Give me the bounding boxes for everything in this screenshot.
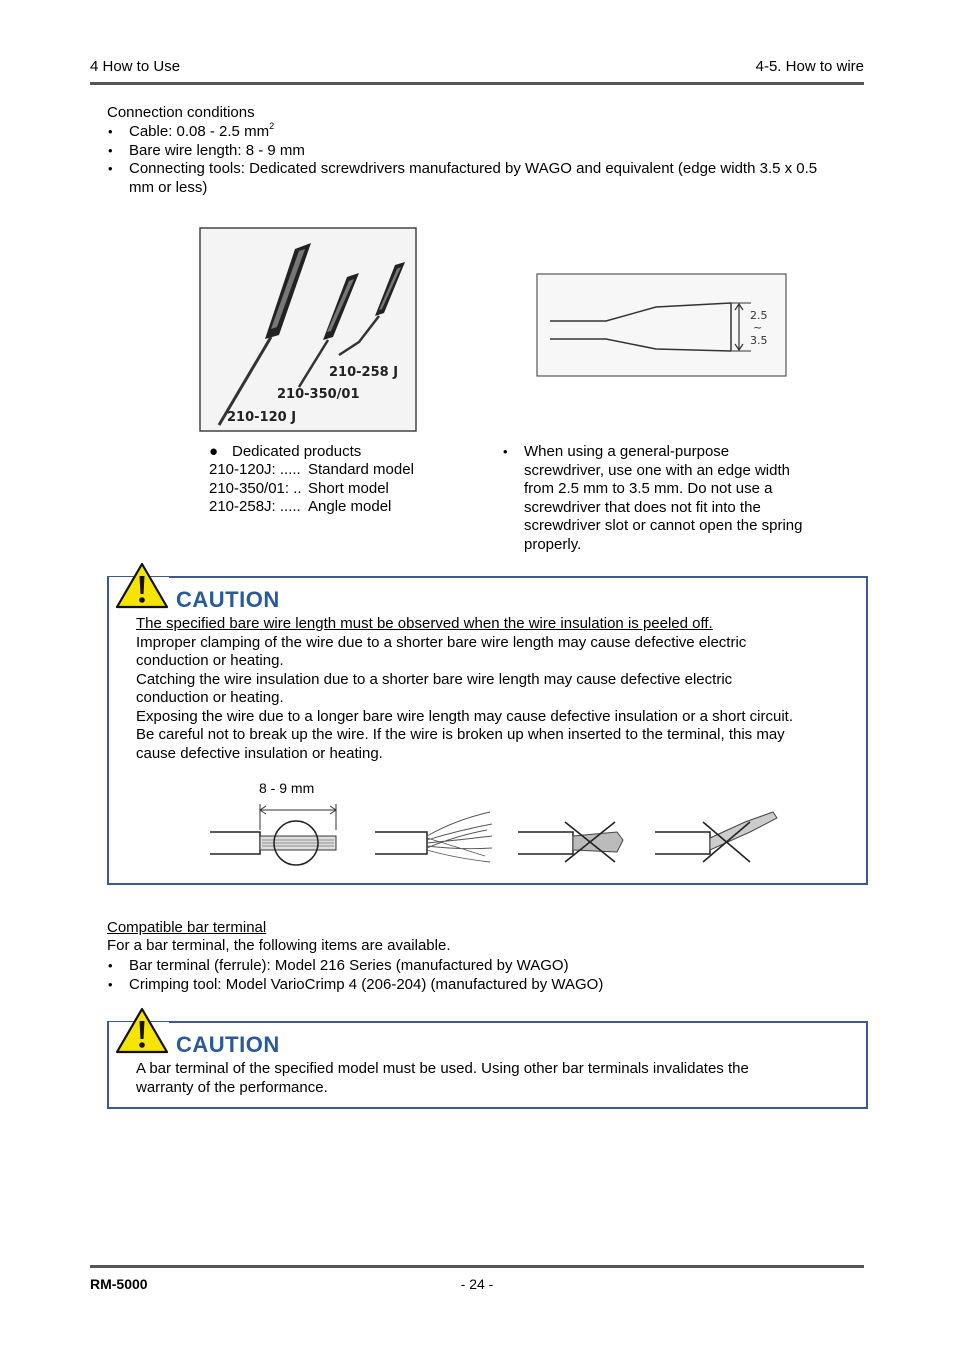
warning-icon <box>114 1006 170 1056</box>
label-210-350-01: 210-350/01 <box>277 387 360 402</box>
strip-length-label: 8 - 9 mm <box>259 780 315 796</box>
caution-title-2: CAUTION <box>176 1032 280 1057</box>
dedicated-item: 210-120J: ..... Standard model <box>209 461 414 478</box>
warning-icon <box>114 561 170 611</box>
conditions-title: Connection conditions <box>107 104 255 121</box>
dedicated-products <box>209 442 414 517</box>
footer-rule <box>90 1265 864 1268</box>
bar-terminal-item: • Bar terminal (ferrule): Model 216 Series (manufactured by WAGO) <box>107 957 867 976</box>
screwdriver-photo <box>199 227 417 432</box>
bar-terminal-item: • Crimping tool: Model VarioCrimp 4 (206-204) (manufactured by WAGO) <box>107 976 867 995</box>
conditions-list <box>107 123 867 197</box>
dedicated-title: Dedicated products <box>232 443 362 460</box>
dedicated-item: 210-258J: ..... Angle model <box>209 498 392 515</box>
dim-tilde: ~ <box>753 321 763 334</box>
general-purpose-note: • When using a general-purpose screwdriver, use one with an edge width from 2.5 mm to 3.5 mm. Do not use a screwdriver that does not fit into the screwdriver slot or cannot open the spring properly. <box>502 443 842 554</box>
dedicated-bullet: ● <box>209 443 219 460</box>
header-subsection: 4-5. How to wire <box>755 58 864 75</box>
caution-1-underline: The specified bare wire length must be observed when the wire insulation is peeled off. <box>136 615 713 632</box>
wire-bent <box>655 812 777 862</box>
bar-terminal-title: Compatible bar terminal <box>107 919 267 936</box>
dim-2-5: 2.5 <box>750 309 768 322</box>
wire-correct <box>210 821 336 865</box>
label-210-120J: 210-120 J <box>227 410 297 425</box>
caution-title-1: CAUTION <box>176 587 280 612</box>
caution-2-text: A bar terminal of the specified model must be used. Using other bar terminals invalidates the warranty of the performance. <box>136 1060 749 1096</box>
wire-strip-illustrations <box>205 800 785 870</box>
wire-broken-up <box>375 812 492 862</box>
condition-tools: • Connecting tools: Dedicated screwdrivers manufactured by WAGO and equivalent (edge width 3.5 x 0.5 mm or less) <box>107 160 867 197</box>
header-rule <box>90 82 864 85</box>
footer-model: RM-5000 <box>90 1276 148 1292</box>
dim-3-5: 3.5 <box>750 334 768 347</box>
caution-1-text: The specified bare wire length must be observed when the wire insulation is peeled off. Improper clamping of the wire due to a shorter bare wire length may cause defective electric conduction or heating. Catching the wire insulation due to a shorter bare wire length may cause defective electric conduction or heating. Exposing the wire due to a longer bare wire length may cause defective insulation or a short circuit. Be careful not to break up the wire. If the wire is broken up when inserted to the terminal, this may cause defective insulation or heating. <box>136 615 856 763</box>
bar-terminal-list <box>107 957 867 994</box>
condition-bare: • Bare wire length: 8 - 9 mm <box>107 142 867 161</box>
condition-cable: • Cable: 0.08 - 2.5 $mm^2$ <box>107 123 867 142</box>
bar-terminal-intro: For a bar terminal, the following items are available. <box>107 937 451 954</box>
dedicated-item: 210-350/01: .. Short model <box>209 479 389 497</box>
header-section: 4 How to Use <box>90 58 181 75</box>
blade-width-diagram <box>536 273 788 378</box>
page-number: - 24 - <box>460 1276 494 1292</box>
wire-too-short <box>518 822 623 862</box>
label-210-258J: 210-258 J <box>329 365 399 380</box>
